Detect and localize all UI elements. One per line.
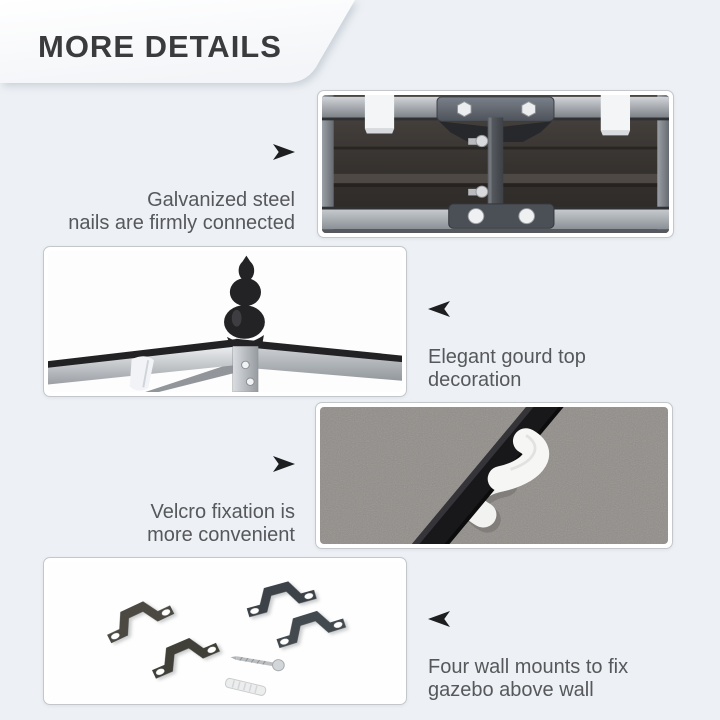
caption-line: Four wall mounts to fix [428,656,629,678]
arrow-right-icon [273,456,295,472]
photo-card-galvanized-nails [317,90,674,238]
photo-card-velcro [315,402,673,549]
arrow-left-icon [428,611,450,627]
caption-gourd-top [428,301,678,392]
caption-line: nails are firmly connected [68,212,295,234]
caption-line: decoration [428,369,522,391]
wall-mount-brackets-photo [48,562,402,700]
page-title: MORE DETAILS [38,29,282,64]
caption-wall-mounts [428,611,688,702]
caption-line: gazebo above wall [428,679,594,701]
caption-line: more convenient [147,524,295,546]
gourd-finial-photo [48,251,402,392]
arrow-right-icon [273,144,295,160]
velcro-strap-photo [320,407,668,544]
caption-line: Velcro fixation is [150,501,295,523]
photo-card-gourd-top [43,246,407,397]
steel-frame-connection-photo [322,95,669,233]
photo-card-wall-mounts [43,557,407,705]
arrow-left-icon [428,301,450,317]
caption-galvanized-nails [25,144,295,235]
caption-line: Elegant gourd top [428,346,586,368]
caption-velcro [25,456,295,547]
caption-line: Galvanized steel [147,189,295,211]
